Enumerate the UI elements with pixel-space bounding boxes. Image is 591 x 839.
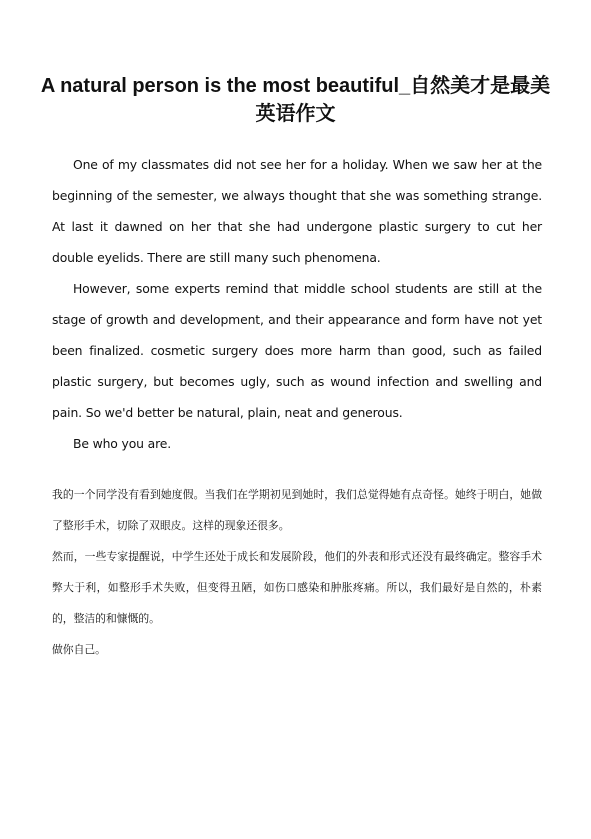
chinese-paragraph-3: 做你自己。 [52,643,106,656]
chinese-translation [52,479,542,665]
document-title: A natural person is the most beautiful_自然美才是最美英语作文 [40,75,551,125]
english-paragraph-1: One of my classmates did not see her for a holiday. When we saw her at the beginning of the semester, we always thought that she was something strange. At last it dawned on her that she had undergone plastic surgery to cut her double eyelids. There are still many such phenomena. [52,157,542,265]
chinese-paragraph-2: 然而，一些专家提醒说，中学生还处于成长和发展阶段，他们的外表和形式还没有最终确定。整容手术弊大于利，如整形手术失败，但变得丑陋，如伤口感染和肿胀疼痛。所以，我们最好是自然的，朴素的，整洁的和慷慨的。 [52,550,542,625]
english-paragraph-3: Be who you are. [73,436,172,451]
chinese-paragraph-1: 我的一个同学没有看到她度假。当我们在学期初见到她时，我们总觉得她有点奇怪。她终于明白，她做了整形手术，切除了双眼皮。这样的现象还很多。 [52,488,542,532]
english-paragraph-2: However, some experts remind that middle school students are still at the stage of growth and development, and their appearance and form have not yet been finalized. cosmetic surgery does more harm than good, such as failed plastic surgery, but becomes ugly, such as wound infection and swelling and pain. So we'd better be natural, plain, neat and generous. [52,281,542,420]
english-essay [52,149,542,459]
